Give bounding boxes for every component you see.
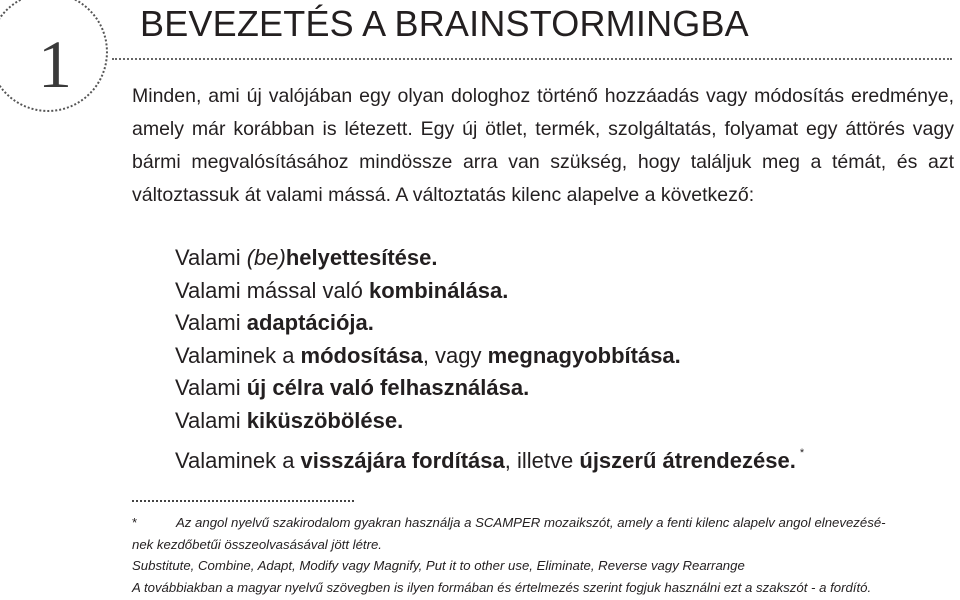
principle-item: Valami kiküszöbölése. [175,407,404,433]
principle-item: Valami adaptációja. [175,310,374,335]
footnote-line: Substitute, Combine, Adapt, Modify vagy Magnify, Put it to other use, Eliminate, Reverse vagy Rearrange [132,558,745,573]
footnote [132,512,942,598]
principle-item: Valaminek a módosítása, vagy megnagyobbítása. [175,342,681,368]
principle-item: Valami mással való kombinálása. [175,277,509,303]
footnote-divider [132,500,354,502]
intro-paragraph: Minden, ami új valójában egy olyan dologhoz történő hozzáadás vagy módosítás eredménye, amely már korábban is létezett. Egy új ötlet, termék, szolgáltatás, folyamat egy áttörés vagy bármi megvalósításához mindössze arra van szükség, hogy találjuk meg a témát, és azt változtassuk át valami mássá. A változtatás kilenc alapelve a következő: [132,85,954,206]
chapter-number: 1 [38,26,72,102]
footnote-line: A továbbiakban a magyar nyelvű szövegben is ilyen formában és értelmezés szerint fogjuk használni ezt a szakszót - a fordító. [132,579,872,595]
principles-list [175,242,804,478]
footnote-line: nek kezdőbetűi összeolvasásával jött létre. [132,536,382,552]
title-divider [112,58,952,60]
principle-item: Valami (be)helyettesítése. [175,245,438,270]
footnote-reference: * [799,447,805,459]
footnote-marker: * [132,515,138,530]
footnote-line: * Az angol nyelvű szakirodalom gyakran használja a SCAMPER mozaikszót, amely a fenti kilenc alapelv angol elnevezésé- [132,512,942,534]
principle-item: Valaminek a visszájára fordítása, illetve újszerű átrendezése. * [175,447,805,473]
principle-item: Valami új célra való felhasználása. [175,375,530,400]
chapter-title: BEVEZETÉS A BRAINSTORMINGBA [140,3,749,44]
